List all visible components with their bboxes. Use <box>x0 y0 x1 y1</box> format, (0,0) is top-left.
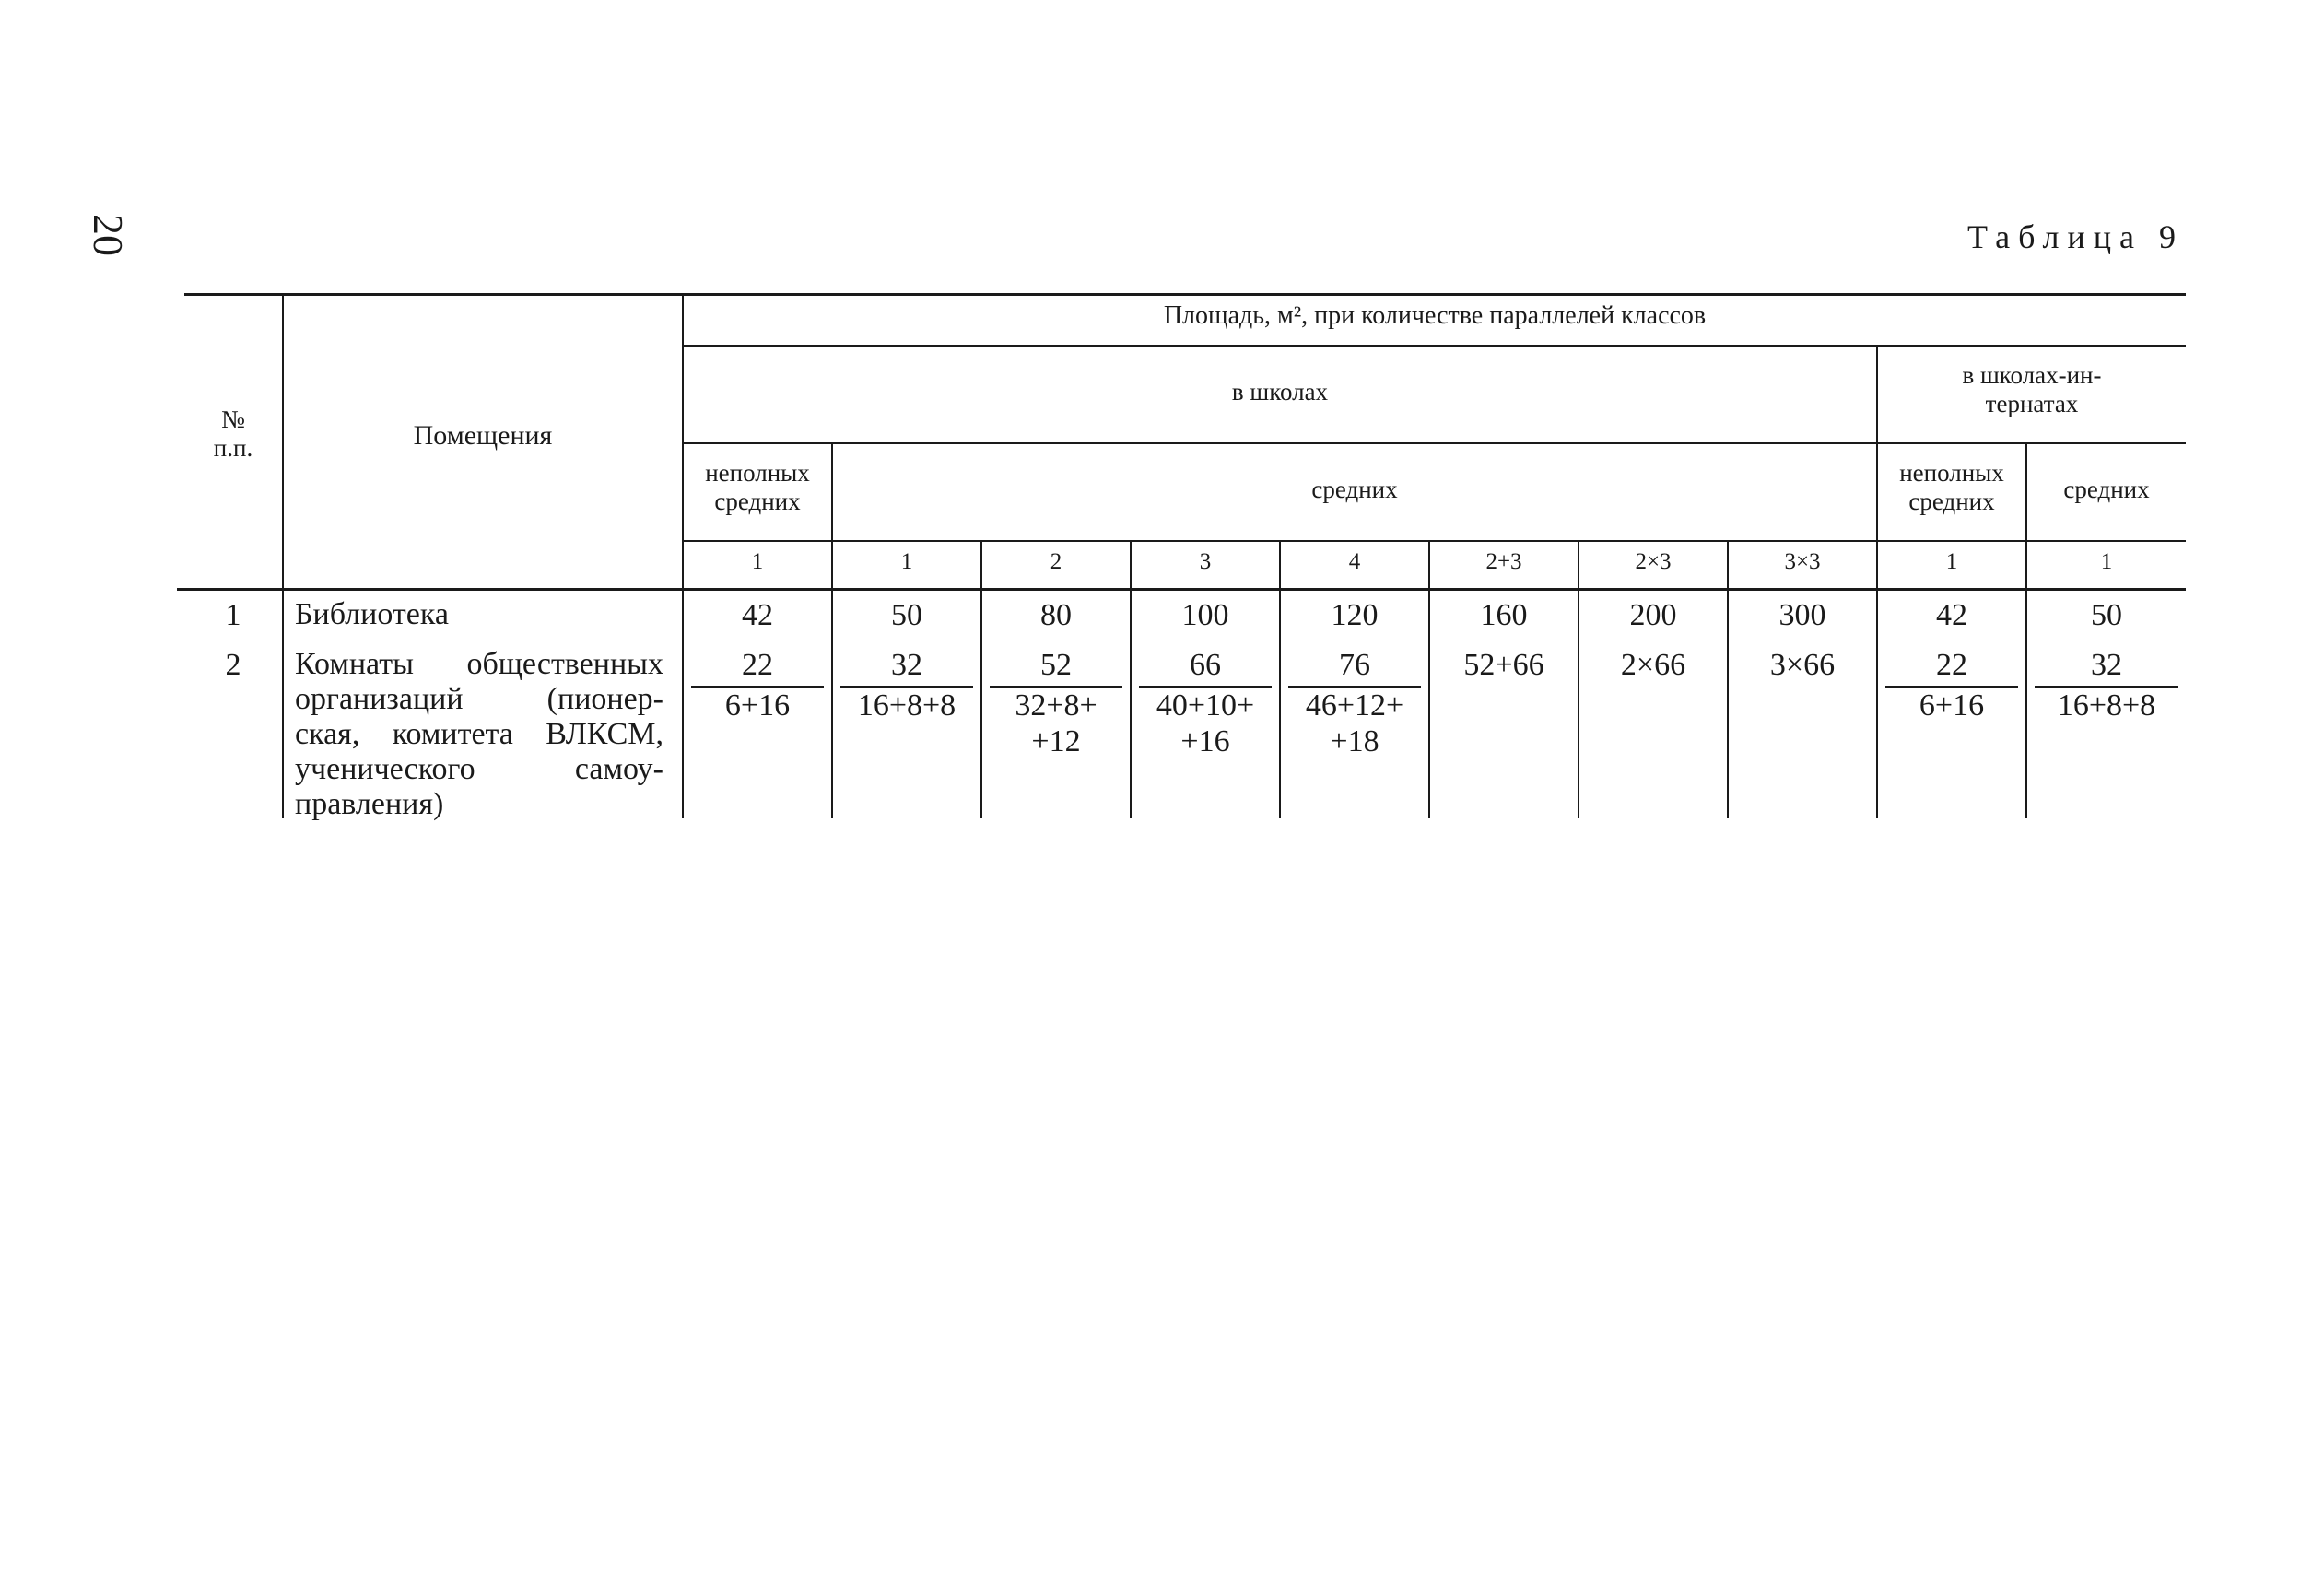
header-num: № п.п. <box>213 406 253 463</box>
room-name-line: ученического самоу- <box>295 752 663 787</box>
room-name-line: ская, комитета ВЛКСМ, <box>295 717 663 752</box>
row-number: 1 <box>225 598 241 632</box>
fraction-numerator: 32 <box>891 648 922 682</box>
header-in-schools: в школах <box>1231 378 1329 406</box>
fraction-denominator: 40+10+ +16 <box>1156 688 1255 759</box>
table-cell: 42 <box>742 598 773 632</box>
fraction-denominator: 6+16 <box>724 688 791 723</box>
sub-number: 3×3 <box>1784 549 1821 574</box>
col-rule-num <box>282 295 284 818</box>
room-name-line: Комнаты общественных <box>295 647 663 681</box>
fraction-denominator: 46+12+ +18 <box>1305 688 1404 759</box>
table-cell: 2×66 <box>1620 648 1686 682</box>
caption-rule <box>682 345 2186 347</box>
fraction-denominator: 16+8+8 <box>857 688 957 723</box>
sub-number: 2×3 <box>1635 549 1672 574</box>
table-cell: 52+66 <box>1463 648 1544 682</box>
table-cell: 200 <box>1629 598 1677 632</box>
table-cell: 160 <box>1480 598 1528 632</box>
sub-number: 1 <box>1945 549 1958 574</box>
table-cell: 3×66 <box>1769 648 1836 682</box>
sub-number: 2+3 <box>1485 549 1522 574</box>
header-area-caption: Площадь, м², при количестве параллелей классов <box>1163 301 1707 330</box>
fraction-numerator: 32 <box>2091 648 2122 682</box>
header-boarding-secondary: средних <box>2063 476 2150 503</box>
header-incomplete-secondary: неполных средних <box>705 459 810 516</box>
top-rule <box>184 293 2186 296</box>
table-cell: 50 <box>2091 598 2122 632</box>
sub-number: 4 <box>1348 549 1361 574</box>
table-cell: 42 <box>1936 598 1967 632</box>
fraction-numerator: 52 <box>1040 648 1072 682</box>
fraction-numerator: 22 <box>742 648 773 682</box>
fraction-denominator: 16+8+8 <box>2057 688 2156 723</box>
room-name-line: правления) <box>295 787 444 822</box>
fraction-numerator: 66 <box>1190 648 1221 682</box>
sub-number: 1 <box>751 549 764 574</box>
sub-number: 1 <box>900 549 913 574</box>
header-boarding-incomplete: неполных средних <box>1899 459 2004 516</box>
page-number: 20 <box>85 214 132 256</box>
fraction-denominator: 6+16 <box>1919 688 1985 723</box>
fraction-denominator: 32+8+ +12 <box>1015 688 1097 759</box>
header-secondary: средних <box>1311 476 1398 503</box>
row-number: 2 <box>225 648 241 682</box>
room-name-line: организаций (пионер- <box>295 682 663 717</box>
header-in-boarding: в школах-ин- тернатах <box>1962 361 2102 418</box>
table-title: Таблица 9 <box>1967 218 2184 255</box>
table-cell: 100 <box>1181 598 1229 632</box>
sub-number: 2 <box>1050 549 1062 574</box>
table-cell: 120 <box>1331 598 1379 632</box>
subgroup-rule <box>682 540 2186 542</box>
header-room: Помещения <box>413 420 553 451</box>
table-cell: 80 <box>1040 598 1072 632</box>
fraction-numerator: 22 <box>1936 648 1967 682</box>
sub-number: 1 <box>2100 549 2113 574</box>
table-cell: 300 <box>1778 598 1826 632</box>
fraction-numerator: 76 <box>1339 648 1370 682</box>
sub-number: 3 <box>1199 549 1212 574</box>
group-rule <box>682 442 2186 444</box>
room-name <box>295 647 663 822</box>
table-cell: 50 <box>891 598 922 632</box>
room-name: Библиотека <box>295 597 449 631</box>
header-bottom-rule <box>177 588 2186 591</box>
